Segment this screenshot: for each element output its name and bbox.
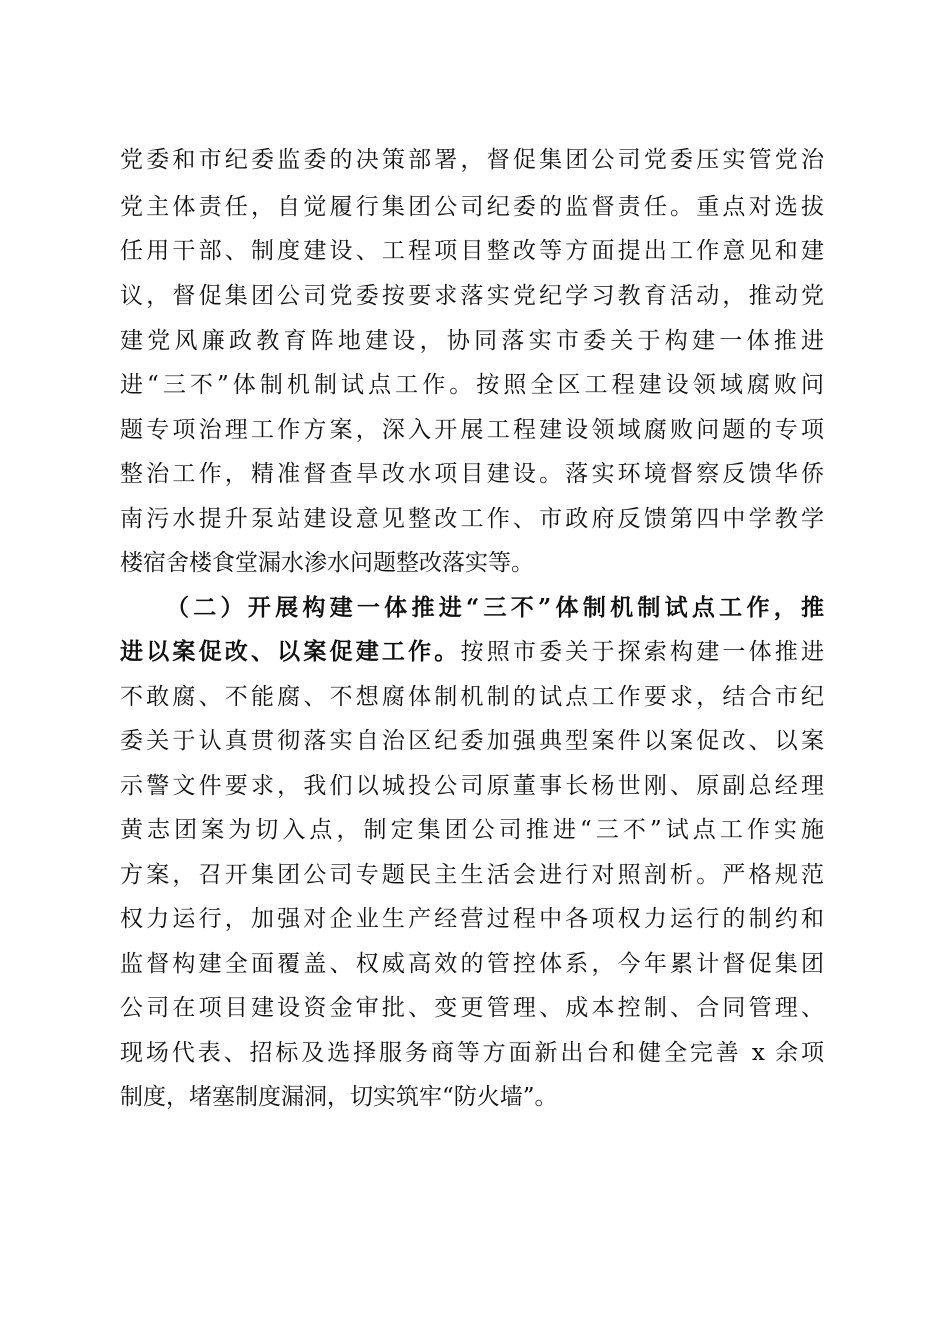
text-line: 题专项治理工作方案，深入开展工程建设领域腐败问题的专项 [120,417,824,443]
section-heading-end: 进以案促改、以案促建工作。 [120,638,461,665]
text-line: 监督构建全面覆盖、权威高效的管控体系，今年累计督促集团 [120,951,824,977]
section-heading: （二）开展构建一体推进“三不”体制机制试点工作，推 [166,594,824,621]
text-line: 权力运行，加强对企业生产经营过程中各项权力运行的制约和 [120,906,824,932]
text-line: 议，督促集团公司党委按要求落实党纪学习教育活动，推动党 [120,283,824,309]
heading-continuation-line [120,632,824,672]
text-line: 方案，召开集团公司专题民主生活会进行对照剖析。严格规范 [120,862,824,888]
text-line: 委关于认真贯彻落实自治区纪委加强典型案件以案促改、以案 [120,728,824,754]
text-line: 黄志团案为切入点，制定集团公司推进“三不”试点工作实施 [120,817,824,843]
text-line: 党主体责任，自觉履行集团公司纪委的监督责任。重点对选拔 [120,194,824,220]
text-line: 进“三不”体制机制试点工作。按照全区工程建设领域腐败问 [120,372,824,398]
text-line: 建党风廉政教育阵地建设，协同落实市委关于构建一体推进 [120,328,824,354]
paragraph-start: 按照市委关于探索构建一体推进 [460,639,824,665]
text-line: 党委和市纪委监委的决策部署，督促集团公司党委压实管党治 [120,147,824,173]
text-line: 楼宿舍楼食堂漏水渗水问题整改落实等。 [120,550,534,576]
text-line: 整治工作，精准督查旱改水项目建设。落实环境督察反馈华侨 [120,461,824,487]
text-line: 南污水提升泵站建设意见整改工作、市政府反馈第四中学教学 [120,506,824,532]
text-line: 任用干部、制度建设、工程项目整改等方面提出工作意见和建 [120,238,824,264]
text-line: 现场代表、招标及选择服务商等方面新出台和健全完善 x 余项 [120,1040,824,1066]
text-line: 制度，堵塞制度漏洞，切实筑牢“防火墙”。 [120,1084,558,1110]
text-line: 不敢腐、不能腐、不想腐体制机制的试点工作要求，结合市纪 [120,684,824,710]
text-line: 公司在项目建设资金审批、变更管理、成本控制、合同管理、 [120,995,824,1021]
text-line: 示警文件要求，我们以城投公司原董事长杨世刚、原副总经理 [120,773,824,799]
